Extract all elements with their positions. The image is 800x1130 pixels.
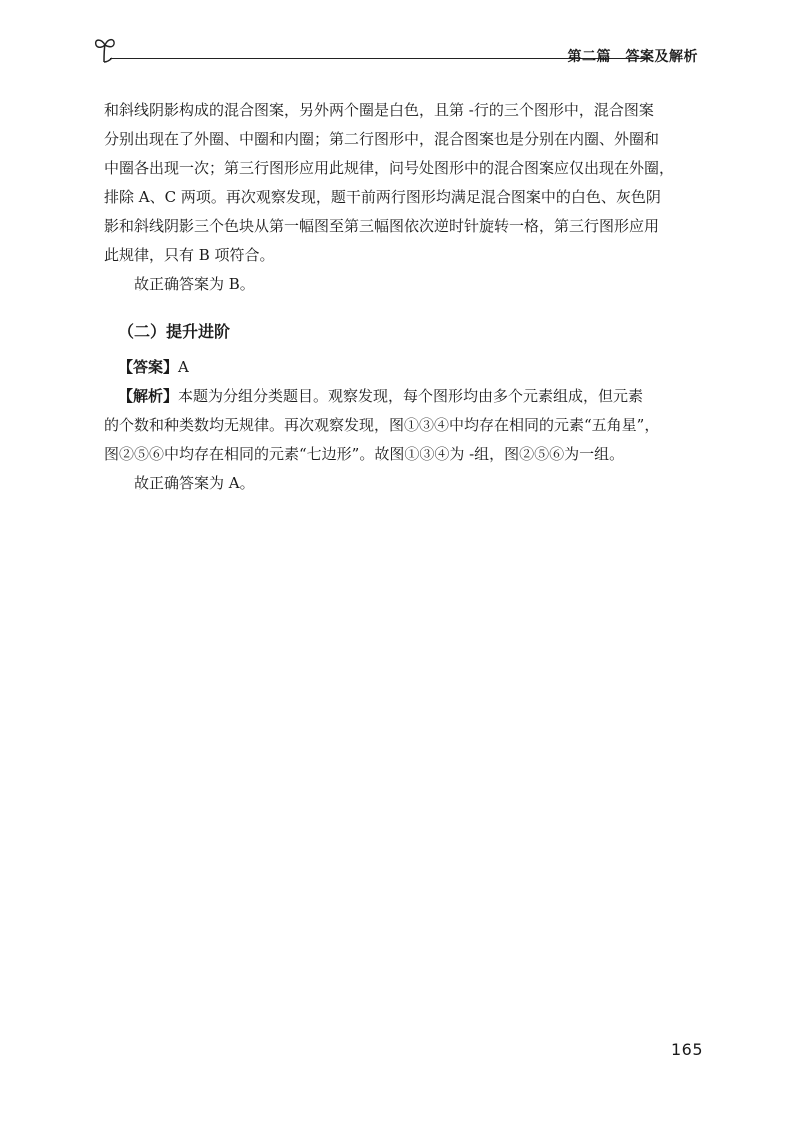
sprout-icon bbox=[92, 34, 118, 64]
conclusion-text-2: 故正确答案为 A。 bbox=[134, 474, 255, 492]
analysis-text: 本题为分组分类题目。观察发现，每个图形均由多个元素组成，但元素 的个数和种类数均无规律。再次观察发现，图①③④中均存在相同的元素“五角星”， 图②⑤⑥中均存在相同的元素“七边形”。故图①③④为 -组，图②⑤⑥为一组。 bbox=[104, 387, 660, 463]
page-number: 165 bbox=[671, 1040, 704, 1059]
answer-value: A bbox=[178, 358, 189, 376]
answer-label: 【答案】 bbox=[118, 358, 179, 376]
conclusion-text: 故正确答案为 B。 bbox=[134, 275, 255, 293]
header-title: 第二篇 答案及解析 bbox=[567, 49, 698, 65]
section-heading: （二）提升进阶 bbox=[118, 322, 231, 341]
page-content bbox=[104, 96, 694, 498]
explanation-paragraph: 和斜线阴影构成的混合图案，另外两个圈是白色，且第 -行的三个图形中，混合图案 分别出现在了外圈、中圈和内圈；第二行图形中，混合图案也是分别在内圈、外圈和 中圈各出现一次；第三行图形应用此规律，问号处图形中的混合图案应仅出现在外圈， 排除 A、C 两项。再次观察发现，题干前两行图形均满足混合图案中的白色、灰色阴 影和斜线阴影三个色块从第一幅图至第三幅图依次逆时针旋转一格，第三行图形应用 此规律，只有 B 项符合。 bbox=[104, 101, 675, 264]
answer-line bbox=[104, 353, 694, 382]
analysis-paragraph bbox=[104, 382, 694, 469]
page-header bbox=[92, 34, 698, 66]
analysis-label: 【解析】 bbox=[118, 387, 179, 405]
